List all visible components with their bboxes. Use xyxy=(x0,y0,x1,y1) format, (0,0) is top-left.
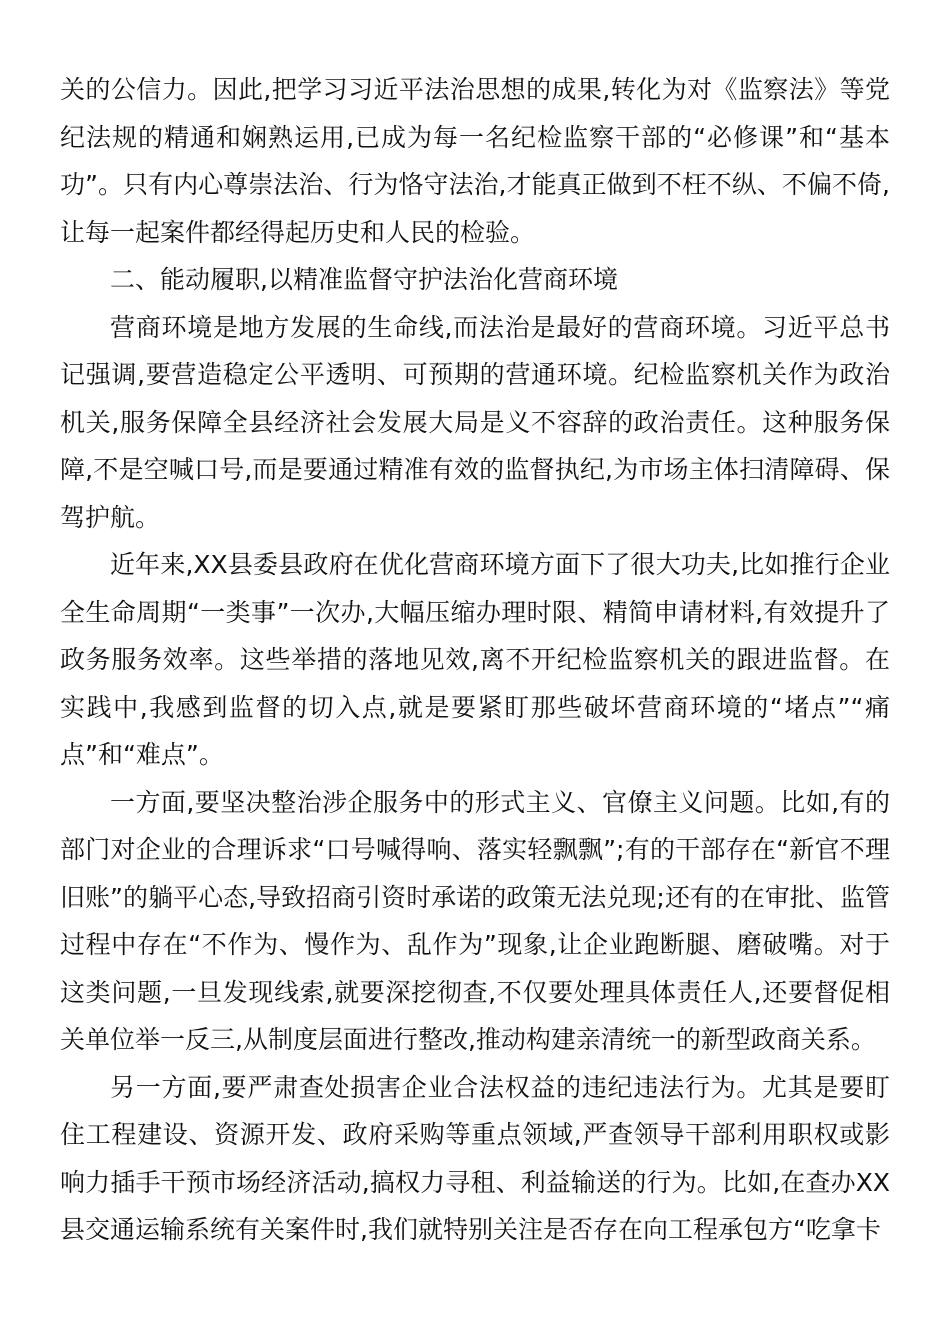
paragraph-continuation: 关的公信力。因此,把学习习近平法治思想的成果,转化为对《监察法》等党纪法规的精通和娴熟运用,已成为每一名纪检监察干部的“必修课”和“基本功”。只有内心尊崇法治、行为恪守法治,才能真正做到不枉不纵、不偏不倚,让每一起案件都经得起历史和人民的检验。 xyxy=(60,75,890,247)
document-page xyxy=(60,66,890,1254)
paragraph: 营商环境是地方发展的生命线,而法治是最好的营商环境。习近平总书记强调,要营造稳定公平透明、可预期的营通环境。纪检监察机关作为政治机关,服务保障全县经济社会发展大局是义不容辞的政治责任。这种服务保障,不是空喊口号,而是要通过精准有效的监督执纪,为市场主体扫清障碍、保驾护航。 xyxy=(60,312,890,532)
paragraph: 一方面,要坚决整治涉企服务中的形式主义、官僚主义问题。比如,有的部门对企业的合理诉求“口号喊得响、落实轻飘飘”;有的干部存在“新官不理旧账”的躺平心态,导致招商引资时承诺的政策无法兑现;还有的在审批、监管过程中存在“不作为、慢作为、乱作为”现象,让企业跑断腿、磨破嘴。对于这类问题,一旦发现线索,就要深挖彻查,不仅要处理具体责任人,还要督促相关单位举一反三,从制度层面进行整改,推动构建亲清统一的新型政商关系。 xyxy=(60,787,890,1054)
paragraph: 近年来,XX县委县政府在优化营商环境方面下了很大功夫,比如推行企业全生命周期“一类事”一次办,大幅压缩办理时限、精简申请材料,有效提升了政务服务效率。这些举措的落地见效,离不开纪检监察机关的跟进监督。在实践中,我感到监督的切入点,就是要紧盯那些破坏营商环境的“堵点”“痛点”和“难点”。 xyxy=(60,550,890,769)
section-heading: 二、能动履职,以精准监督守护法治化营商环境 xyxy=(110,265,618,294)
paragraph: 另一方面,要严肃查处损害企业合法权益的违纪违法行为。尤其是要盯住工程建设、资源开发、政府采购等重点领域,严查领导干部利用职权或影响力插手干预市场经济活动,搞权力寻租、利益输送的行为。比如,在查办XX县交通运输系统有关案件时,我们就特别关注是否存在向工程承包方“吃拿卡 xyxy=(60,1072,890,1244)
